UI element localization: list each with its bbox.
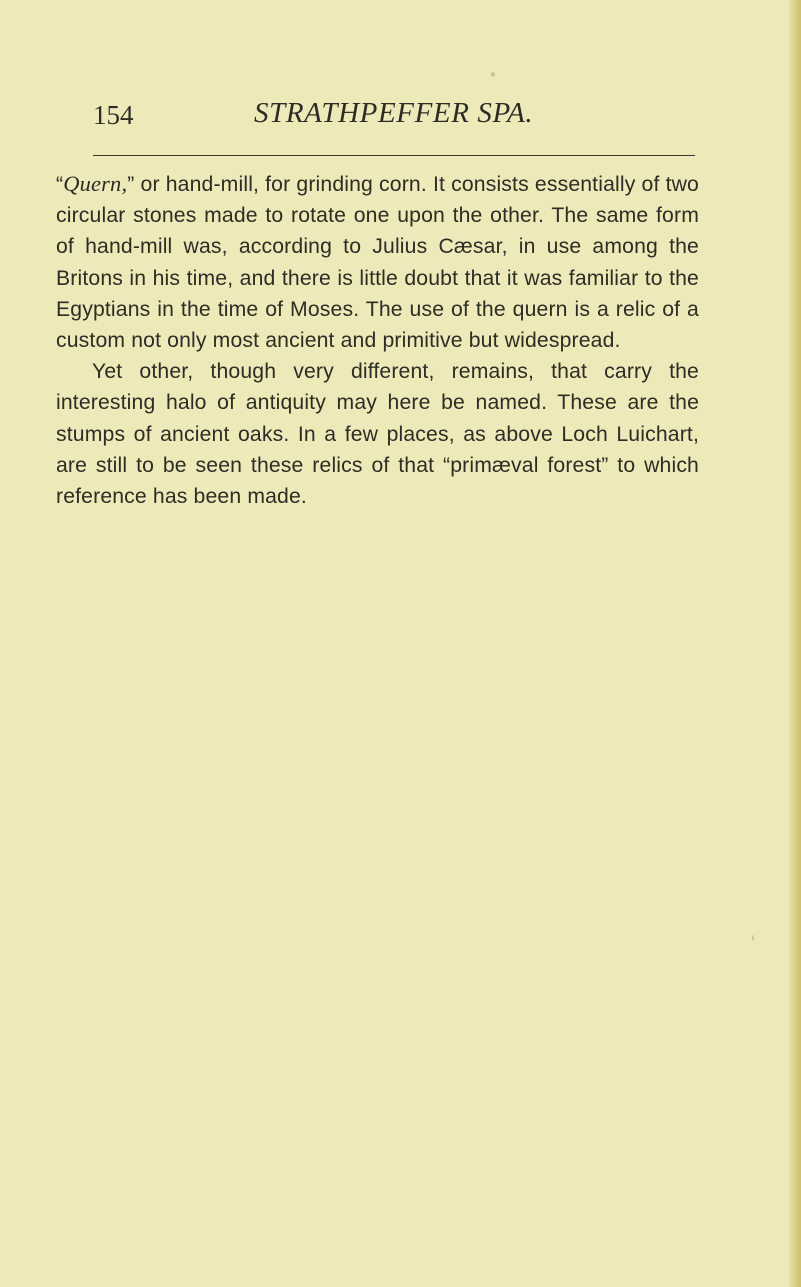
running-header xyxy=(93,97,695,141)
close-quote: ” xyxy=(127,173,135,196)
paper-speck xyxy=(752,935,754,941)
paper-speck xyxy=(491,72,495,77)
quern-term: Quern, xyxy=(63,171,128,196)
paragraph-quern xyxy=(56,168,699,356)
paragraph-oaks: Yet other, though very different, remains, that carry the interesting halo of antiquity may here be named. These are the stumps of ancient oaks. In a few places, as above Loch Luichart, are still to be seen these relics of that “primæval forest” to which reference has been made. xyxy=(56,360,699,509)
body-text xyxy=(56,168,699,512)
running-title: STRATHPEFFER SPA. xyxy=(254,97,534,129)
open-quote: “ xyxy=(56,173,64,196)
page-edge xyxy=(789,0,801,1287)
paragraph-quern-text: or hand-mill, for grinding corn. It consists essentially of two circular stones made to rotate one upon the other. The same form of hand-mill was, according to Julius Cæsar, in use among the Britons in his time, and there is little doubt that it was familiar to the Egyptians in the time of Moses. The use of the quern is a relic of a custom not only most ancient and primitive but widespread. xyxy=(56,173,699,353)
header-rule xyxy=(93,155,695,156)
page-number: 154 xyxy=(93,100,134,130)
